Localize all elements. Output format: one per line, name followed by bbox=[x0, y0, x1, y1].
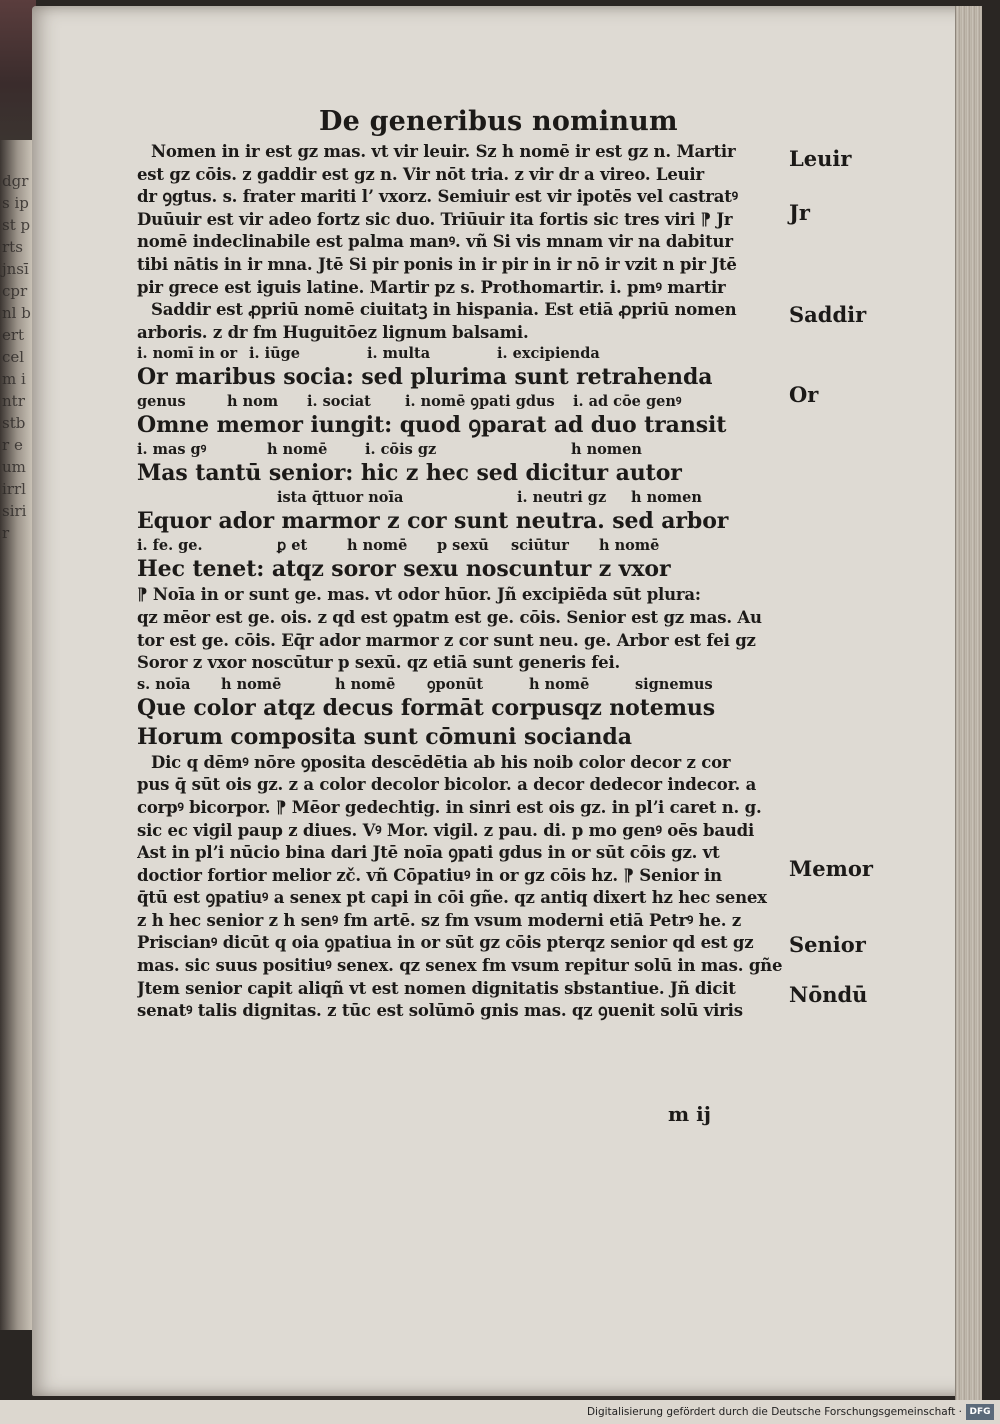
commentary-line: qz mēor est ge. ois. z qd est ꝯpatm est ge. cōis. Senior est gz mas. Au bbox=[137, 607, 762, 627]
right-page bbox=[32, 6, 982, 1396]
gloss: i. ad cōe genꝰ bbox=[573, 393, 682, 411]
signature-mark: m ij bbox=[668, 1102, 711, 1126]
commentary-line: mas. sic suus positiuꝰ senex. qz senex fm vsum repitur solū in mas. gñe bbox=[137, 956, 783, 976]
margin-note-saddir: Saddir bbox=[789, 302, 867, 327]
verse-line: Equor ador marmor z cor sunt neutra. sed arbor bbox=[137, 508, 729, 535]
verse-line: Que color atqz decus formāt corpusqz notemus bbox=[137, 694, 716, 721]
gloss-row bbox=[137, 344, 797, 363]
gloss: i. neutri gz bbox=[517, 489, 607, 507]
margin-note-jr: Jr bbox=[789, 200, 810, 225]
commentary-line: arboris. z dr fm Huguitōez lignum balsami. bbox=[137, 322, 529, 342]
commentary-c bbox=[137, 584, 797, 674]
left-page-text-fragment: dgrs ipst prts jnsī cprnl bert celm intr stbr eum irrl sirir bbox=[2, 172, 31, 542]
gloss: h nomē bbox=[267, 441, 328, 459]
verse-line: Mas tantū senior: hic z hec sed dicitur autor bbox=[137, 460, 682, 487]
commentary-line: Jtem senior capit aliqñ vt est nomen dignitatis sbstantiue. Jñ dicit bbox=[137, 978, 736, 998]
gloss: p sexū bbox=[437, 537, 489, 555]
gloss: h nomē bbox=[599, 537, 660, 555]
gloss: i. iūge bbox=[249, 345, 301, 363]
margin-note-leuir: Leuir bbox=[789, 146, 852, 171]
text-block bbox=[137, 106, 797, 1023]
margin-note-senior: Senior bbox=[789, 932, 866, 957]
gloss: i. cōis gz bbox=[365, 441, 437, 459]
verse-line: Omne memor iungit: quod ꝯparat ad duo transit bbox=[137, 412, 727, 439]
commentary-line: ⁋ Noīa in or sunt ge. mas. vt odor hūor. Jñ excipiēda sūt plura: bbox=[137, 585, 701, 605]
gloss: i. sociat bbox=[307, 393, 371, 411]
commentary-line: Ast in plʼi nūcio bina dari Jtē noīa ꝯpati gdus in or sūt cōis gz. vt bbox=[137, 843, 720, 863]
gloss-row bbox=[137, 440, 797, 459]
gloss: h nomē bbox=[347, 537, 408, 555]
verse-line: Hec tenet: atqz soror sexu noscuntur z vxor bbox=[137, 556, 671, 583]
funding-notice: Digitalisierung gefördert durch die Deutsche Forschungsgemeinschaft · bbox=[586, 1406, 962, 1418]
commentary-line: Dic q dēmꝰ nōre ꝯposita descēdētia ab his noib color decor z cor bbox=[151, 752, 731, 772]
margin-note-memor: Memor bbox=[789, 856, 873, 881]
gloss: h nomē bbox=[335, 675, 396, 693]
commentary-line: Saddir est ꝓpriū nomē ciuitatꝫ in hispania. Est etiā ꝓpriū nomen bbox=[151, 300, 737, 320]
gloss-row bbox=[137, 536, 797, 555]
commentary-line: tibi nātis in ir mna. Jtē Si pir ponis in ir pir in ir nō ir vzit n pir Jtē bbox=[137, 254, 737, 274]
commentary-line: tor est ge. cōis. Eq̄r ador marmor z cor sunt neu. ge. Arbor est fei gz bbox=[137, 630, 756, 650]
commentary-line: z h hec senior z h senꝰ fm artē. sz fm vsum moderni etiā Petrꝰ he. z bbox=[137, 910, 741, 930]
commentary-b bbox=[137, 299, 797, 344]
margin-note-nondu: Nōndū bbox=[789, 982, 868, 1007]
page-block-edges bbox=[955, 6, 982, 1406]
commentary-line: Priscianꝰ dicūt q oia ꝯpatiua in or sūt gz cōis pterqz senior qd est gz bbox=[137, 933, 754, 953]
commentary-a bbox=[137, 141, 797, 299]
gloss: genus bbox=[137, 393, 186, 411]
verse-line: Or maribus socia: sed plurima sunt retrahenda bbox=[137, 364, 713, 391]
footer-bar bbox=[0, 1400, 1000, 1424]
commentary-line: corpꝰ bicorpor. ⁋ Mēor gedechtig. in sinri est ois gz. in plʼi caret n. g. bbox=[137, 797, 762, 817]
gloss: ꝑ et bbox=[277, 537, 308, 555]
commentary-line: q̄tū est ꝯpatiuꝰ a senex pt capi in cōi gñe. qz antiq dixert hz hec senex bbox=[137, 888, 767, 908]
gloss: i. nomī in or bbox=[137, 345, 238, 363]
gloss-row bbox=[137, 488, 797, 507]
commentary-line: doctior fortior melior zč. vñ Cōpatiuꝰ in or gz cōis hz. ⁋ Senior in bbox=[137, 865, 722, 885]
gloss: h nomen bbox=[631, 489, 702, 507]
verse-line: Horum composita sunt cōmuni socianda bbox=[137, 723, 632, 750]
gloss: h nom bbox=[227, 393, 279, 411]
commentary-line: senatꝰ talis dignitas. z tūc est solūmō gnis mas. qz ꝯuenit solū viris bbox=[137, 1001, 743, 1021]
commentary-line: est gz cōis. z gaddir est gz n. Vir nōt tria. z vir dr a vireo. Leuir bbox=[137, 164, 704, 184]
commentary-line: sic ec vigil paup z diues. Vꝰ Mor. vigil. z pau. di. p mo genꝰ oēs baudi bbox=[137, 820, 755, 840]
commentary-line: Nomen in ir est gz mas. vt vir leuir. Sz h nomē ir est gz n. Martir bbox=[151, 142, 736, 161]
commentary-line: Soror z vxor noscūtur p sexū. qz etiā sunt generis fei. bbox=[137, 653, 621, 673]
gloss: sciūtur bbox=[511, 537, 569, 555]
gloss-row bbox=[137, 675, 797, 694]
commentary-line: Duūuir est vir adeo fortz sic duo. Triūuir ita fortis sic tres viri ⁋ Jr bbox=[137, 209, 733, 229]
gloss: ꝯponūt bbox=[427, 675, 484, 693]
gloss: ista q̄ttuor noīa bbox=[277, 489, 404, 507]
commentary-line: pir grece est iguis latine. Martir pz s. Prothomartir. i. pmꝰ martir bbox=[137, 277, 726, 297]
page-heading: De generibus nominum bbox=[319, 106, 678, 137]
margin-note-or: Or bbox=[789, 382, 819, 407]
commentary-line: pus q̄ sūt ois gz. z a color decolor bicolor. a decor dedecor indecor. a bbox=[137, 775, 757, 795]
gloss: signemus bbox=[635, 675, 713, 693]
gloss: i. nomē ꝯpati gdus bbox=[405, 393, 555, 411]
left-page-edge bbox=[0, 130, 32, 1330]
dfg-logo: DFG bbox=[966, 1404, 994, 1420]
gloss: i. mas gꝰ bbox=[137, 441, 207, 459]
gloss: i. fe. ge. bbox=[137, 537, 203, 555]
binding-corner bbox=[0, 0, 36, 140]
gloss: i. excipienda bbox=[497, 345, 600, 363]
commentary-d bbox=[137, 752, 797, 1023]
gloss: h nomē bbox=[221, 675, 282, 693]
gloss: h nomen bbox=[571, 441, 642, 459]
gloss: s. noīa bbox=[137, 675, 191, 693]
commentary-line: nomē indeclinabile est palma manꝰ. vñ Si vis mnam vir na dabitur bbox=[137, 232, 733, 252]
commentary-line: dr ꝯgtus. s. frater mariti lʼ vxorz. Semiuir est vir ipotēs vel castratꝰ bbox=[137, 187, 738, 207]
gloss: h nomē bbox=[529, 675, 590, 693]
gloss-row bbox=[137, 392, 797, 411]
gloss: i. multa bbox=[367, 345, 431, 363]
